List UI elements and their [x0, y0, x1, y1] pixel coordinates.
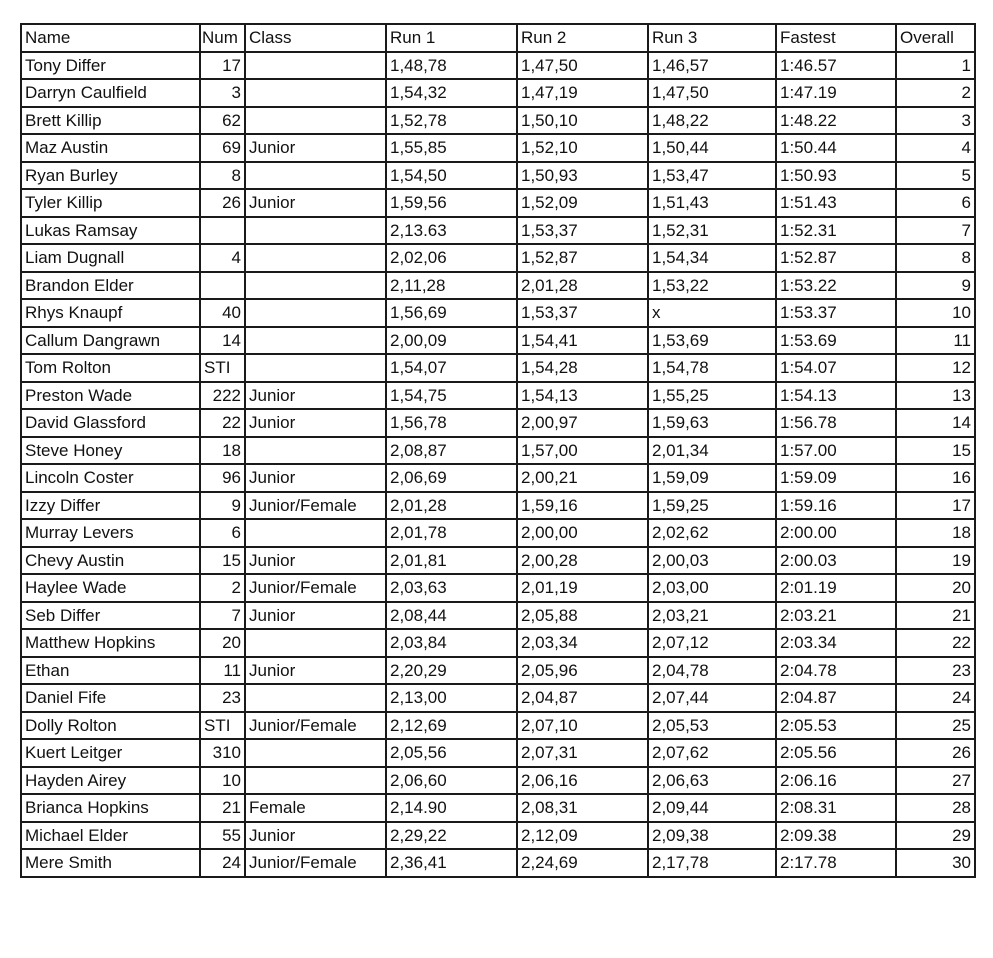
cell-name: Steve Honey	[21, 437, 200, 465]
cell-num: 20	[200, 629, 245, 657]
cell-fastest: 2:04.87	[776, 684, 896, 712]
cell-overall: 12	[896, 354, 975, 382]
cell-fastest: 1:56.78	[776, 409, 896, 437]
cell-overall: 14	[896, 409, 975, 437]
cell-run1: 2,36,41	[386, 849, 517, 877]
cell-overall: 6	[896, 189, 975, 217]
cell-overall: 9	[896, 272, 975, 300]
cell-num	[200, 217, 245, 245]
cell-run1: 2,14.90	[386, 794, 517, 822]
cell-run1: 1,54,32	[386, 79, 517, 107]
cell-run3: 1,46,57	[648, 52, 776, 80]
table-row	[21, 794, 975, 822]
cell-overall: 30	[896, 849, 975, 877]
cell-overall: 11	[896, 327, 975, 355]
cell-run1: 1,59,56	[386, 189, 517, 217]
cell-class: Junior/Female	[245, 712, 386, 740]
cell-fastest: 2:04.78	[776, 657, 896, 685]
cell-name: Murray Levers	[21, 519, 200, 547]
cell-fastest: 2:17.78	[776, 849, 896, 877]
cell-overall: 24	[896, 684, 975, 712]
cell-class	[245, 107, 386, 135]
cell-fastest: 2:03.34	[776, 629, 896, 657]
cell-fastest: 1:59.09	[776, 464, 896, 492]
cell-run3: 1,51,43	[648, 189, 776, 217]
cell-name: Kuert Leitger	[21, 739, 200, 767]
cell-run2: 2,01,19	[517, 574, 648, 602]
cell-run3: 1,48,22	[648, 107, 776, 135]
cell-run3: 2,09,44	[648, 794, 776, 822]
cell-class: Female	[245, 794, 386, 822]
cell-fastest: 2:09.38	[776, 822, 896, 850]
table-row	[21, 437, 975, 465]
cell-num: 15	[200, 547, 245, 575]
cell-overall: 18	[896, 519, 975, 547]
cell-class	[245, 739, 386, 767]
cell-class: Junior	[245, 547, 386, 575]
header-num: Num	[200, 24, 245, 52]
header-fastest: Fastest	[776, 24, 896, 52]
cell-overall: 13	[896, 382, 975, 410]
cell-name: Michael Elder	[21, 822, 200, 850]
cell-name: Haylee Wade	[21, 574, 200, 602]
cell-name: Lukas Ramsay	[21, 217, 200, 245]
table-row	[21, 189, 975, 217]
cell-fastest: 2:00.00	[776, 519, 896, 547]
cell-run1: 1,48,78	[386, 52, 517, 80]
cell-class: Junior	[245, 189, 386, 217]
table-row	[21, 354, 975, 382]
cell-name: Tom Rolton	[21, 354, 200, 382]
cell-class: Junior/Female	[245, 849, 386, 877]
cell-run3: 1,50,44	[648, 134, 776, 162]
cell-run1: 2,13.63	[386, 217, 517, 245]
cell-name: Maz Austin	[21, 134, 200, 162]
cell-num: 96	[200, 464, 245, 492]
cell-num: 2	[200, 574, 245, 602]
cell-run3: 1,59,25	[648, 492, 776, 520]
cell-num: 8	[200, 162, 245, 190]
table-row	[21, 107, 975, 135]
cell-name: Tony Differ	[21, 52, 200, 80]
cell-fastest: 2:08.31	[776, 794, 896, 822]
cell-fastest: 1:48.22	[776, 107, 896, 135]
header-row	[21, 24, 975, 52]
cell-num: 26	[200, 189, 245, 217]
cell-num: STI	[200, 712, 245, 740]
table-row	[21, 739, 975, 767]
cell-class	[245, 52, 386, 80]
cell-run2: 1,50,93	[517, 162, 648, 190]
cell-run3: 2,03,00	[648, 574, 776, 602]
cell-name: Tyler Killip	[21, 189, 200, 217]
cell-name: Ryan Burley	[21, 162, 200, 190]
cell-class: Junior	[245, 657, 386, 685]
cell-run2: 1,47,19	[517, 79, 648, 107]
header-overall: Overall	[896, 24, 975, 52]
cell-run2: 1,54,28	[517, 354, 648, 382]
cell-run1: 1,56,69	[386, 299, 517, 327]
cell-fastest: 1:46.57	[776, 52, 896, 80]
cell-run2: 1,50,10	[517, 107, 648, 135]
cell-overall: 19	[896, 547, 975, 575]
cell-class: Junior/Female	[245, 492, 386, 520]
cell-name: Brett Killip	[21, 107, 200, 135]
cell-run1: 2,08,87	[386, 437, 517, 465]
cell-fastest: 1:57.00	[776, 437, 896, 465]
cell-num: 24	[200, 849, 245, 877]
cell-class	[245, 272, 386, 300]
cell-fastest: 1:52.31	[776, 217, 896, 245]
cell-run2: 1,59,16	[517, 492, 648, 520]
cell-num: 310	[200, 739, 245, 767]
cell-num: 69	[200, 134, 245, 162]
header-class: Class	[245, 24, 386, 52]
cell-run3: 1,53,69	[648, 327, 776, 355]
cell-overall: 1	[896, 52, 975, 80]
cell-overall: 29	[896, 822, 975, 850]
cell-run2: 1,54,41	[517, 327, 648, 355]
cell-class: Junior	[245, 602, 386, 630]
cell-class	[245, 217, 386, 245]
cell-overall: 22	[896, 629, 975, 657]
cell-run2: 1,52,10	[517, 134, 648, 162]
cell-num: 7	[200, 602, 245, 630]
table-row	[21, 244, 975, 272]
cell-run2: 1,52,09	[517, 189, 648, 217]
cell-fastest: 1:54.13	[776, 382, 896, 410]
cell-run3: 1,59,63	[648, 409, 776, 437]
cell-name: Ethan	[21, 657, 200, 685]
cell-num: 21	[200, 794, 245, 822]
cell-overall: 26	[896, 739, 975, 767]
cell-overall: 28	[896, 794, 975, 822]
cell-fastest: 1:54.07	[776, 354, 896, 382]
cell-overall: 17	[896, 492, 975, 520]
cell-class	[245, 244, 386, 272]
cell-run1: 2,11,28	[386, 272, 517, 300]
cell-num: STI	[200, 354, 245, 382]
cell-class: Junior	[245, 382, 386, 410]
cell-name: Chevy Austin	[21, 547, 200, 575]
table-row	[21, 712, 975, 740]
cell-name: Callum Dangrawn	[21, 327, 200, 355]
cell-run1: 2,03,84	[386, 629, 517, 657]
cell-overall: 25	[896, 712, 975, 740]
cell-run1: 2,06,60	[386, 767, 517, 795]
cell-run1: 1,54,50	[386, 162, 517, 190]
cell-run3: x	[648, 299, 776, 327]
cell-run2: 2,00,28	[517, 547, 648, 575]
cell-run2: 2,05,88	[517, 602, 648, 630]
cell-num: 11	[200, 657, 245, 685]
cell-run1: 1,52,78	[386, 107, 517, 135]
header-run2: Run 2	[517, 24, 648, 52]
cell-fastest: 1:59.16	[776, 492, 896, 520]
results-table	[20, 23, 976, 878]
cell-run2: 1,53,37	[517, 299, 648, 327]
table-row	[21, 519, 975, 547]
table-row	[21, 382, 975, 410]
cell-run3: 2,04,78	[648, 657, 776, 685]
cell-num: 6	[200, 519, 245, 547]
cell-run2: 2,12,09	[517, 822, 648, 850]
cell-run1: 1,55,85	[386, 134, 517, 162]
cell-run3: 1,59,09	[648, 464, 776, 492]
cell-run3: 1,53,47	[648, 162, 776, 190]
cell-class: Junior	[245, 134, 386, 162]
cell-run1: 1,54,75	[386, 382, 517, 410]
cell-run3: 2,05,53	[648, 712, 776, 740]
table-row	[21, 217, 975, 245]
cell-run2: 2,07,10	[517, 712, 648, 740]
cell-class	[245, 437, 386, 465]
cell-run3: 2,07,62	[648, 739, 776, 767]
cell-run1: 2,08,44	[386, 602, 517, 630]
cell-run3: 2,09,38	[648, 822, 776, 850]
cell-class	[245, 162, 386, 190]
table-row	[21, 409, 975, 437]
cell-overall: 3	[896, 107, 975, 135]
cell-run1: 2,29,22	[386, 822, 517, 850]
cell-run3: 2,00,03	[648, 547, 776, 575]
cell-name: Dolly Rolton	[21, 712, 200, 740]
cell-overall: 8	[896, 244, 975, 272]
cell-name: Darryn Caulfield	[21, 79, 200, 107]
cell-run3: 2,07,12	[648, 629, 776, 657]
cell-run1: 2,02,06	[386, 244, 517, 272]
cell-num: 9	[200, 492, 245, 520]
cell-num: 14	[200, 327, 245, 355]
cell-name: David Glassford	[21, 409, 200, 437]
cell-run2: 2,03,34	[517, 629, 648, 657]
cell-class	[245, 519, 386, 547]
cell-run1: 2,01,78	[386, 519, 517, 547]
cell-name: Lincoln Coster	[21, 464, 200, 492]
table-row	[21, 602, 975, 630]
cell-run2: 2,04,87	[517, 684, 648, 712]
table-row	[21, 299, 975, 327]
cell-overall: 7	[896, 217, 975, 245]
cell-run2: 2,00,97	[517, 409, 648, 437]
cell-fastest: 1:53.69	[776, 327, 896, 355]
cell-num: 62	[200, 107, 245, 135]
cell-fastest: 1:50.44	[776, 134, 896, 162]
cell-run1: 2,06,69	[386, 464, 517, 492]
cell-run2: 2,08,31	[517, 794, 648, 822]
cell-overall: 2	[896, 79, 975, 107]
cell-class	[245, 354, 386, 382]
cell-name: Brianca Hopkins	[21, 794, 200, 822]
cell-name: Preston Wade	[21, 382, 200, 410]
cell-run1: 2,05,56	[386, 739, 517, 767]
cell-run2: 2,01,28	[517, 272, 648, 300]
cell-fastest: 2:00.03	[776, 547, 896, 575]
table-row	[21, 272, 975, 300]
table-row	[21, 574, 975, 602]
cell-name: Rhys Knaupf	[21, 299, 200, 327]
cell-class: Junior	[245, 464, 386, 492]
cell-overall: 27	[896, 767, 975, 795]
header-run1: Run 1	[386, 24, 517, 52]
table-row	[21, 492, 975, 520]
cell-run3: 2,01,34	[648, 437, 776, 465]
cell-run2: 1,47,50	[517, 52, 648, 80]
cell-num: 22	[200, 409, 245, 437]
cell-fastest: 2:06.16	[776, 767, 896, 795]
cell-class: Junior	[245, 409, 386, 437]
table-row	[21, 629, 975, 657]
cell-overall: 20	[896, 574, 975, 602]
cell-class	[245, 327, 386, 355]
cell-fastest: 2:05.56	[776, 739, 896, 767]
cell-run1: 2,13,00	[386, 684, 517, 712]
cell-run3: 1,52,31	[648, 217, 776, 245]
cell-run2: 2,00,21	[517, 464, 648, 492]
cell-run1: 2,01,81	[386, 547, 517, 575]
cell-name: Mere Smith	[21, 849, 200, 877]
cell-run2: 2,06,16	[517, 767, 648, 795]
cell-num: 40	[200, 299, 245, 327]
cell-num: 4	[200, 244, 245, 272]
cell-run2: 2,00,00	[517, 519, 648, 547]
cell-run3: 1,55,25	[648, 382, 776, 410]
cell-fastest: 2:03.21	[776, 602, 896, 630]
cell-class	[245, 767, 386, 795]
cell-name: Hayden Airey	[21, 767, 200, 795]
cell-num: 18	[200, 437, 245, 465]
cell-run2: 2,07,31	[517, 739, 648, 767]
cell-num: 55	[200, 822, 245, 850]
cell-run2: 1,54,13	[517, 382, 648, 410]
cell-fastest: 1:53.22	[776, 272, 896, 300]
cell-num: 10	[200, 767, 245, 795]
cell-run3: 1,47,50	[648, 79, 776, 107]
cell-fastest: 1:52.87	[776, 244, 896, 272]
table-row	[21, 767, 975, 795]
cell-class	[245, 629, 386, 657]
cell-fastest: 1:50.93	[776, 162, 896, 190]
cell-run3: 1,54,78	[648, 354, 776, 382]
cell-run2: 1,57,00	[517, 437, 648, 465]
table-body	[21, 52, 975, 877]
cell-overall: 15	[896, 437, 975, 465]
cell-overall: 5	[896, 162, 975, 190]
table-row	[21, 657, 975, 685]
cell-run3: 2,03,21	[648, 602, 776, 630]
cell-class	[245, 299, 386, 327]
cell-class: Junior/Female	[245, 574, 386, 602]
cell-run1: 2,03,63	[386, 574, 517, 602]
table-row	[21, 79, 975, 107]
cell-class	[245, 79, 386, 107]
cell-num: 3	[200, 79, 245, 107]
cell-overall: 16	[896, 464, 975, 492]
cell-run1: 2,00,09	[386, 327, 517, 355]
table-row	[21, 327, 975, 355]
header-name: Name	[21, 24, 200, 52]
cell-num: 222	[200, 382, 245, 410]
cell-run1: 1,56,78	[386, 409, 517, 437]
cell-run1: 2,01,28	[386, 492, 517, 520]
cell-fastest: 1:53.37	[776, 299, 896, 327]
table-row	[21, 684, 975, 712]
cell-run3: 1,54,34	[648, 244, 776, 272]
header-run3: Run 3	[648, 24, 776, 52]
cell-overall: 4	[896, 134, 975, 162]
table-row	[21, 822, 975, 850]
cell-run1: 2,12,69	[386, 712, 517, 740]
cell-run3: 2,06,63	[648, 767, 776, 795]
cell-name: Brandon Elder	[21, 272, 200, 300]
cell-fastest: 2:01.19	[776, 574, 896, 602]
cell-num: 17	[200, 52, 245, 80]
table-row	[21, 464, 975, 492]
cell-fastest: 1:51.43	[776, 189, 896, 217]
cell-run2: 2,24,69	[517, 849, 648, 877]
table-row	[21, 162, 975, 190]
table-row	[21, 547, 975, 575]
cell-name: Daniel Fife	[21, 684, 200, 712]
cell-run3: 1,53,22	[648, 272, 776, 300]
cell-run3: 2,07,44	[648, 684, 776, 712]
cell-name: Matthew Hopkins	[21, 629, 200, 657]
cell-num: 23	[200, 684, 245, 712]
cell-run3: 2,17,78	[648, 849, 776, 877]
table-row	[21, 134, 975, 162]
cell-overall: 23	[896, 657, 975, 685]
cell-fastest: 2:05.53	[776, 712, 896, 740]
table-row	[21, 52, 975, 80]
table-row	[21, 849, 975, 877]
cell-overall: 21	[896, 602, 975, 630]
cell-run1: 1,54,07	[386, 354, 517, 382]
cell-overall: 10	[896, 299, 975, 327]
cell-fastest: 1:47.19	[776, 79, 896, 107]
cell-num	[200, 272, 245, 300]
cell-class: Junior	[245, 822, 386, 850]
cell-class	[245, 684, 386, 712]
cell-name: Seb Differ	[21, 602, 200, 630]
cell-run2: 1,53,37	[517, 217, 648, 245]
cell-run3: 2,02,62	[648, 519, 776, 547]
cell-run1: 2,20,29	[386, 657, 517, 685]
cell-name: Izzy Differ	[21, 492, 200, 520]
cell-run2: 2,05,96	[517, 657, 648, 685]
cell-name: Liam Dugnall	[21, 244, 200, 272]
cell-run2: 1,52,87	[517, 244, 648, 272]
